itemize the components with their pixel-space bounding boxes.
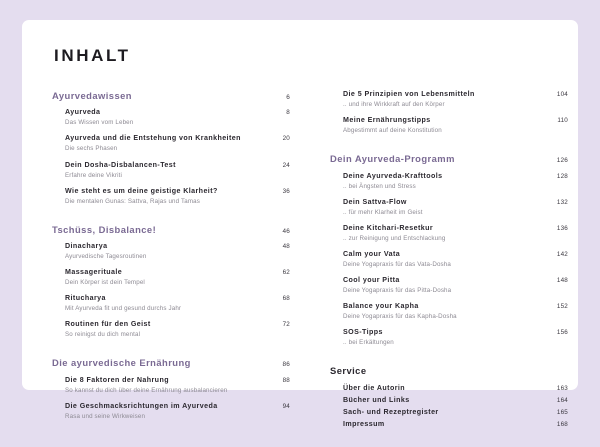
toc-entry-ueber-die-autorin[interactable] [343, 384, 568, 393]
toc-entry-title: Über die Autorin [343, 383, 406, 392]
toc-entry-row [343, 302, 568, 311]
toc-entry-subtitle: Das Wissen vom Leben [65, 119, 134, 127]
toc-entry-page-number: 165 [556, 408, 568, 416]
toc-section-page-number: 6 [286, 94, 290, 101]
toc-entry-cool-your-pitta[interactable] [343, 276, 568, 295]
toc-entry-row [343, 116, 568, 125]
toc-entry-page-number: 163 [556, 384, 568, 392]
toc-entry-die-5-prinzipien-von-lebensmitteln[interactable] [343, 90, 568, 109]
toc-entry-title: Die 8 Faktoren der Nahrung [65, 375, 169, 384]
toc-entry-row [65, 161, 290, 170]
toc-entry-row [343, 408, 568, 417]
toc-section [52, 90, 290, 206]
toc-entry-page-number: 62 [282, 269, 290, 277]
toc-section [52, 357, 290, 421]
toc-entry-page-number: 88 [282, 376, 290, 384]
toc-entry-page-number: 24 [282, 161, 290, 169]
toc-entry-page-number: 94 [282, 402, 290, 410]
toc-entry-title: Dein Dosha-Disbalancen-Test [65, 160, 176, 169]
toc-entry-title: Wie steht es um deine geistige Klarheit? [65, 186, 218, 195]
toc-entry-subtitle: Die mentalen Gunas: Sattva, Rajas und Tamas [65, 197, 200, 205]
toc-entry-routinen-fuer-den-geist[interactable] [65, 320, 290, 339]
toc-entry-page-number: 36 [282, 187, 290, 195]
toc-entry-row [343, 384, 568, 393]
toc-entry-title: SOS-Tipps [343, 328, 383, 337]
toc-section-title: Tschüss, Disbalance! [52, 223, 157, 235]
toc-entry-row [65, 187, 290, 196]
toc-entry-row [65, 376, 290, 385]
toc-entry-title: Dein Sattva-Flow [343, 197, 407, 206]
toc-entry-ayurveda-und-die-entstehung-von-krankheiten[interactable] [65, 134, 290, 153]
page-title: INHALT [54, 46, 131, 65]
toc-section-header-die-ayurvedische-ernaehrung[interactable] [52, 357, 290, 368]
toc-entry-subtitle: Deine Yogapraxis für das Kapha-Dosha [343, 313, 457, 321]
toc-entry-row [65, 320, 290, 329]
toc-entry-row [343, 420, 568, 429]
toc-entry-title: Ayurveda [65, 108, 101, 117]
toc-entry-title: Sach- und Rezeptregister [343, 407, 439, 416]
toc-entry-title: Ritucharya [65, 294, 106, 303]
toc-entry-page-number: 110 [557, 117, 568, 125]
toc-entry-subtitle: So kannst du dich über deine Ernährung ausbalancieren [65, 386, 228, 394]
toc-entry-row [343, 276, 568, 285]
toc-entry-calm-your-vata[interactable] [343, 250, 568, 269]
toc-entry-subtitle: .. für mehr Klarheit im Geist [343, 208, 423, 216]
toc-entry-title: Bücher und Links [343, 395, 410, 404]
toc-entry-dein-sattva-flow[interactable] [343, 198, 568, 217]
toc-right-column [330, 90, 568, 447]
toc-section-header-dein-ayurveda-programm[interactable] [330, 153, 568, 164]
toc-entry-title: Calm your Vata [343, 249, 401, 258]
toc-entry-row [343, 328, 568, 337]
toc-entry-row [343, 224, 568, 233]
toc-section-page-number: 46 [282, 227, 290, 235]
toc-entry-subtitle: Erfahre deine Vikriti [65, 171, 123, 179]
toc-section-header-ayurvedawissen[interactable] [52, 90, 290, 101]
toc-entry-die-geschmacksrichtungen-im-ayurveda[interactable] [65, 402, 290, 421]
toc-left-column [52, 90, 290, 447]
toc-entry-page-number: 8 [286, 109, 290, 117]
toc-entry-buecher-und-links[interactable] [343, 396, 568, 405]
toc-section-page-number: 86 [282, 361, 290, 369]
toc-entry-subtitle: .. bei Ängsten und Stress [343, 182, 416, 190]
toc-entry-row [343, 198, 568, 207]
toc-entry-subtitle: .. und ihre Wirkkraft auf den Körper [343, 101, 445, 109]
toc-entry-subtitle: Deine Yogapraxis für das Pitta-Dosha [343, 286, 452, 294]
toc-columns [52, 90, 568, 447]
toc-entry-row [343, 90, 568, 99]
toc-section-header-tschuess-disbalance[interactable] [52, 224, 290, 235]
toc-entry-row [343, 396, 568, 405]
toc-entry-page-number: 164 [556, 396, 568, 404]
toc-entry-ritucharya[interactable] [65, 294, 290, 313]
toc-entry-row [65, 134, 290, 143]
toc-entry-title: Dinacharya [65, 242, 108, 250]
toc-entry-row [65, 294, 290, 303]
toc-entry-page-number: 142 [556, 250, 568, 258]
toc-section-title: Service [330, 365, 367, 377]
toc-entry-title: Deine Ayurveda-Krafttools [343, 171, 443, 180]
toc-entry-massagerituale[interactable] [65, 268, 290, 287]
section-spacer [52, 434, 290, 439]
toc-section [52, 224, 290, 340]
toc-section-title: Ayurvedawissen [52, 90, 132, 101]
toc-entry-subtitle: So reinigst du dich mental [65, 331, 141, 339]
toc-entry-row [65, 268, 290, 277]
toc-entry-page-number: 48 [282, 243, 290, 250]
toc-entry-row [343, 172, 568, 181]
toc-entry-page-number: 104 [556, 91, 568, 98]
toc-entry-subtitle: Rasa und seine Wirkweisen [65, 412, 146, 420]
toc-section-header-service[interactable] [330, 365, 568, 376]
toc-entry-page-number: 68 [282, 295, 290, 303]
toc-entry-subtitle: Mit Ayurveda fit und gesund durchs Jahr [65, 305, 182, 313]
toc-entry-sos-tipps[interactable] [343, 328, 568, 347]
toc-entry-subtitle: Ayurvedische Tagesroutinen [65, 253, 147, 261]
toc-entry-subtitle: Abgestimmt auf deine Konstitution [343, 127, 442, 135]
toc-section [330, 90, 568, 135]
toc-entry-page-number: 132 [556, 198, 568, 206]
toc-entry-subtitle: .. zur Reinigung und Entschlackung [343, 234, 446, 242]
toc-entry-sach-und-rezeptregister[interactable] [343, 408, 568, 417]
toc-entry-subtitle: Deine Yogapraxis für das Vata-Dosha [343, 260, 451, 268]
toc-entry-title: Ayurveda und die Entstehung von Krankheiten [65, 134, 241, 143]
toc-entry-subtitle: Dein Körper ist dein Tempel [65, 279, 145, 287]
toc-entry-title: Balance your Kapha [343, 302, 419, 311]
toc-entry-dinacharya[interactable] [65, 242, 290, 261]
toc-section [330, 153, 568, 347]
toc-entry-title: Deine Kitchari-Resetkur [343, 223, 434, 232]
toc-section-title: Dein Ayurveda-Programm [330, 153, 455, 165]
toc-entry-row [343, 250, 568, 259]
toc-entry-title: Die Geschmacksrichtungen im Ayurveda [65, 401, 218, 410]
toc-entry-title: Meine Ernährungstipps [343, 116, 431, 125]
toc-entry-page-number: 20 [282, 135, 290, 143]
toc-entry-subtitle: Die sechs Phasen [65, 145, 118, 153]
toc-entry-die-8-faktoren-der-nahrung[interactable] [65, 376, 290, 395]
toc-entry-deine-kitchari-resetkur[interactable] [343, 224, 568, 243]
toc-entry-title: Impressum [343, 419, 385, 428]
toc-entry-row [65, 402, 290, 411]
toc-entry-deine-ayurveda-krafttools[interactable] [343, 172, 568, 191]
toc-section-title: Die ayurvedische Ernährung [52, 357, 191, 369]
toc-entry-subtitle: .. bei Erkältungen [343, 339, 394, 347]
toc-entry-meine-ernaehrungstipps[interactable] [343, 116, 568, 135]
toc-entry-ayurveda[interactable] [65, 108, 290, 127]
toc-entry-title: Massagerituale [65, 268, 123, 277]
toc-entry-page-number: 128 [556, 172, 568, 180]
section-spacer [330, 442, 568, 447]
toc-entry-title: Die 5 Prinzipien von Lebensmitteln [343, 90, 475, 98]
toc-entry-impressum[interactable] [343, 420, 568, 429]
toc-page [22, 20, 578, 428]
toc-entry-dein-dosha-disbalancen-test[interactable] [65, 161, 290, 180]
toc-entry-page-number: 152 [556, 303, 568, 311]
toc-section [330, 365, 568, 428]
toc-entry-row [65, 108, 290, 117]
toc-entry-page-number: 72 [282, 321, 290, 329]
toc-entry-page-number: 168 [556, 420, 568, 428]
toc-entry-title: Routinen für den Geist [65, 320, 151, 329]
toc-entry-balance-your-kapha[interactable] [343, 302, 568, 321]
toc-entry-page-number: 156 [556, 329, 568, 337]
toc-entry-page-number: 148 [556, 276, 568, 284]
toc-entry-title: Cool your Pitta [343, 275, 400, 284]
toc-section-page-number: 126 [556, 157, 568, 165]
toc-entry-page-number: 136 [556, 224, 568, 232]
toc-entry-row [65, 242, 290, 251]
toc-entry-wie-steht-es-um-deine-geistige-klarheit[interactable] [65, 187, 290, 206]
